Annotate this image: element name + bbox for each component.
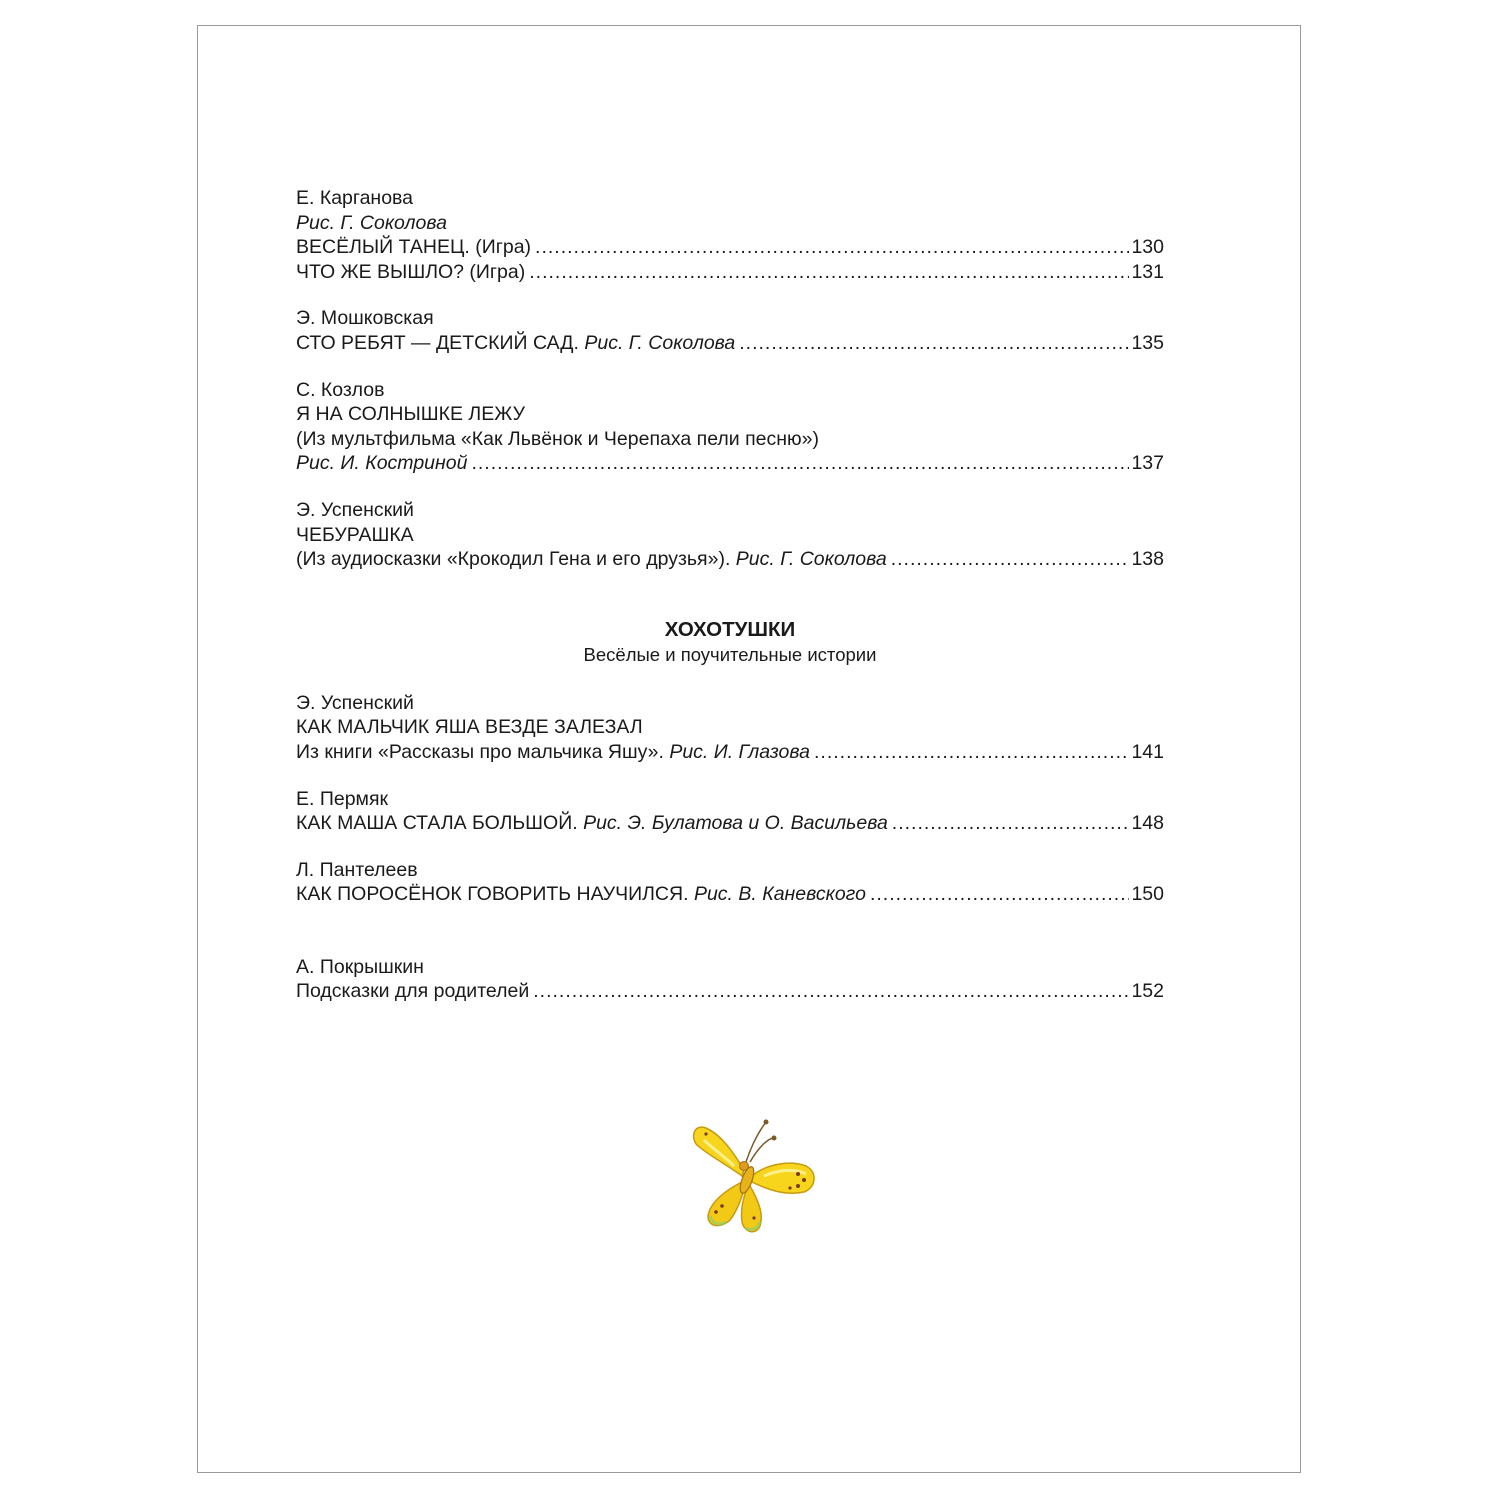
toc-line[interactable] [296, 882, 1164, 907]
toc-author: Е. Карганова [296, 187, 414, 209]
toc-author: А. Покрышкин [296, 955, 424, 978]
toc-entry [296, 787, 1164, 836]
toc-note: (Из мультфильма «Как Львёнок и Черепаха пели песню») [296, 427, 819, 450]
dot-leader [529, 260, 1129, 285]
section-subtitle: Весёлые и поучительные истории [583, 643, 877, 665]
toc-author: Э. Успенский [296, 691, 414, 714]
toc-illustrator: Рис. Г. Соколова [584, 331, 736, 354]
toc-illustrator: Рис. И. Костриной [296, 452, 468, 475]
toc-author: Э. Мошковская [296, 307, 434, 330]
section-title: ХОХОТУШКИ [664, 617, 796, 641]
toc-title: Я НА СОЛНЫШКЕ ЛЕЖУ [296, 403, 526, 426]
toc-page-number: 135 [1131, 331, 1164, 354]
toc-entry [296, 691, 1164, 765]
toc-page-number: 150 [1131, 883, 1164, 906]
toc-author: Л. Пантелеев [296, 858, 418, 881]
toc-author: С. Козлов [296, 378, 385, 401]
dot-leader [533, 979, 1129, 1004]
toc-author: Э. Успенский [296, 498, 414, 521]
toc-entry [296, 498, 1164, 572]
toc-title: КАК МАЛЬЧИК ЯША ВЕЗДЕ ЗАЛЕЗАЛ [296, 716, 643, 739]
toc-page-number: 137 [1131, 452, 1164, 475]
toc-entry [296, 378, 1164, 476]
dot-leader [739, 331, 1129, 356]
toc-title: ЧТО ЖЕ ВЫШЛО? (Игра) [296, 260, 526, 283]
toc-line[interactable] [296, 811, 1164, 836]
toc-title: КАК МАША СТАЛА БОЛЬШОЙ. [296, 812, 578, 835]
toc-title: Подсказки для родителей [296, 980, 530, 1003]
butterfly-icon [686, 1104, 826, 1244]
toc-line[interactable] [296, 235, 1164, 260]
dot-leader [535, 235, 1129, 260]
toc-page-number: 152 [1131, 980, 1164, 1003]
toc-entry [296, 186, 1164, 284]
dot-leader [891, 547, 1130, 572]
toc-line[interactable] [296, 547, 1164, 572]
toc-title: ВЕСЁЛЫЙ ТАНЕЦ. (Игра) [296, 236, 532, 259]
toc-entry [296, 858, 1164, 907]
dot-leader [471, 451, 1129, 476]
toc-illustrator: Рис. Э. Булатова и О. Васильева [583, 812, 888, 835]
toc-page-number: 131 [1131, 260, 1164, 283]
toc-note: (Из аудиосказки «Крокодил Гена и его друзья»). [296, 548, 731, 571]
toc-title: КАК ПОРОСЁНОК ГОВОРИТЬ НАУЧИЛСЯ. [296, 883, 689, 906]
table-of-contents [296, 186, 1164, 1004]
toc-illustrator: Рис. Г. Соколова [296, 211, 447, 234]
toc-line[interactable] [296, 331, 1164, 356]
section-header [296, 618, 1164, 668]
toc-page-number: 141 [1131, 740, 1164, 763]
toc-line[interactable] [296, 740, 1164, 765]
toc-illustrator: Рис. Г. Соколова [735, 548, 887, 571]
toc-entry [296, 955, 1164, 1004]
book-page [197, 25, 1301, 1473]
toc-illustrator: Рис. В. Каневского [693, 883, 866, 906]
dot-leader [814, 740, 1129, 765]
toc-note: Из книги «Рассказы про мальчика Яшу». [296, 740, 664, 763]
toc-line[interactable] [296, 260, 1164, 285]
toc-illustrator: Рис. И. Глазова [669, 740, 810, 763]
toc-line[interactable] [296, 451, 1164, 476]
dot-leader [892, 811, 1130, 836]
toc-page-number: 138 [1131, 548, 1164, 571]
toc-title: ЧЕБУРАШКА [296, 523, 414, 546]
toc-author: Е. Пермяк [296, 787, 389, 810]
toc-line[interactable] [296, 979, 1164, 1004]
toc-page-number: 130 [1131, 236, 1164, 259]
toc-entry [296, 306, 1164, 355]
toc-title: СТО РЕБЯТ — ДЕТСКИЙ САД. [296, 331, 579, 354]
toc-page-number: 148 [1131, 812, 1164, 835]
dot-leader [870, 882, 1130, 907]
